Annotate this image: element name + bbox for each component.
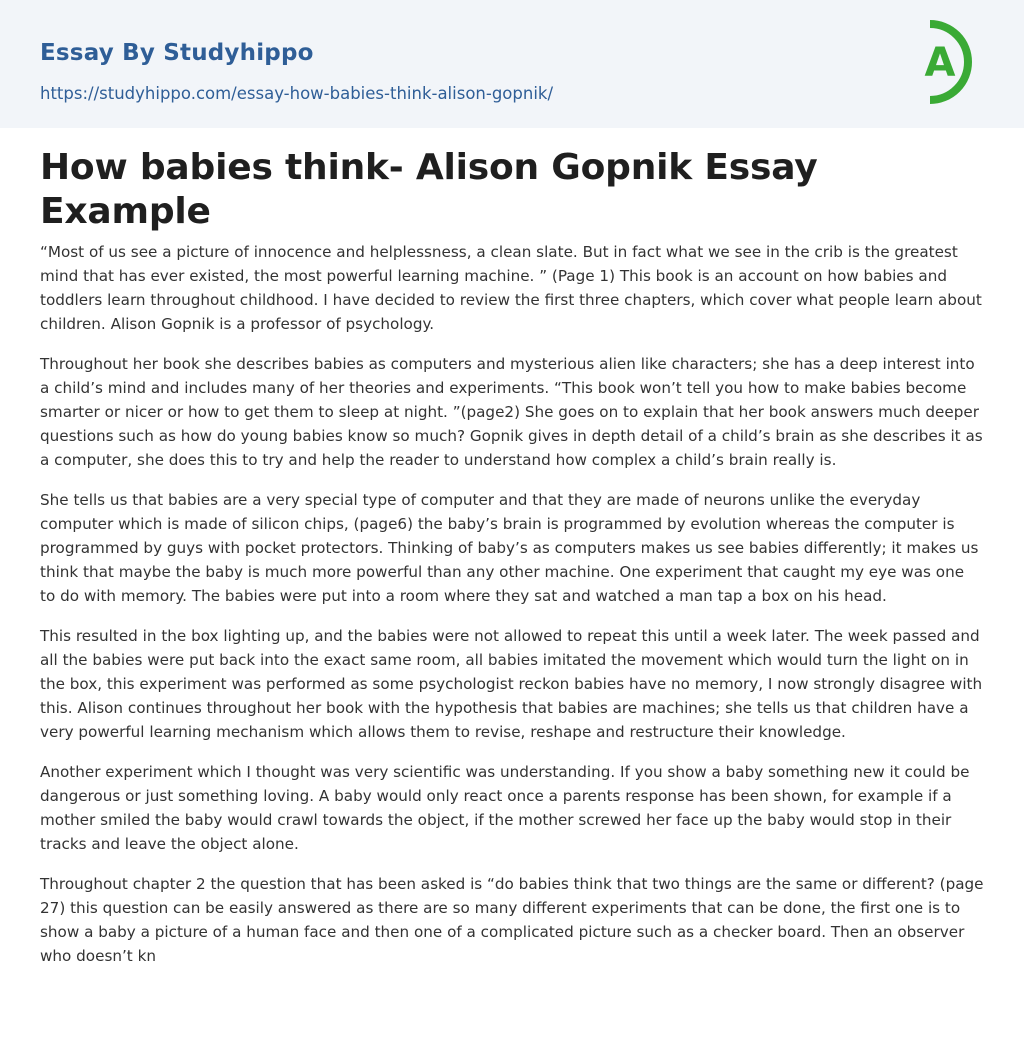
site-header: [0, 0, 1024, 128]
page-title: How babies think- Alison Gopnik Essay Example: [40, 147, 818, 232]
article-body: [40, 240, 984, 968]
circle-a-logo-icon[interactable]: [908, 18, 988, 106]
article-url-link[interactable]: https://studyhippo.com/essay-how-babies-think-alison-gopnik/: [40, 84, 554, 103]
logo-letter: A: [924, 40, 956, 86]
article: [40, 146, 984, 984]
paragraph-2: Throughout her book she describes babies as computers and mysterious alien like characters; she has a deep interest into a child’s mind and includes many of her theories and experiments. “This book won’t tell you how to make babies become smarter or nicer or how to get them to sleep at night. ”(page2) She goes on to explain that her book answers much deeper questions such as how do young babies know so much? Gopnik gives in depth detail of a child’s brain as she describes it as a computer, she does this to try and help the reader to understand how complex a child’s brain really is.: [40, 355, 983, 469]
paragraph-4: This resulted in the box lighting up, and the babies were not allowed to repeat this until a week later. The week passed and all the babies were put back into the exact same room, all babies imitated the movement which would turn the light on in the box, this experiment was performed as some psychologist reckon babies have no memory, I now strongly disagree with this. Alison continues throughout her book with the hypothesis that babies are machines; she tells us that children have a very powerful learning mechanism which allows them to revise, reshape and restructure their knowledge.: [40, 627, 983, 741]
site-name[interactable]: Essay By Studyhippo: [40, 40, 314, 66]
paragraph-6: Throughout chapter 2 the question that has been asked is “do babies think that two things are the same or different? (page 27) this question can be easily answered as there are so many different experiments that can be done, the first one is to show a baby a picture of a human face and then one of a complicated picture such as a checker board. Then an observer who doesn’t kn: [40, 875, 984, 965]
paragraph-5: Another experiment which I thought was very scientific was understanding. If you show a baby something new it could be dangerous or just something loving. A baby would only react once a parents response has been shown, for example if a mother smiled the baby would crawl towards the object, if the mother screwed her face up the baby would stop in their tracks and leave the object alone.: [40, 763, 970, 853]
paragraph-3: She tells us that babies are a very special type of computer and that they are made of neurons unlike the everyday computer which is made of silicon chips, (page6) the baby’s brain is programmed by evolution whereas the computer is programmed by guys with pocket protectors. Thinking of baby’s as computers makes us see babies differently; it makes us think that maybe the baby is much more powerful than any other machine. One experiment that caught my eye was one to do with memory. The babies were put into a room where they sat and watched a man tap a box on his head.: [40, 491, 979, 605]
paragraph-1: “Most of us see a picture of innocence and helplessness, a clean slate. But in fact what we see in the crib is the greatest mind that has ever existed, the most powerful learning machine. ” (Page 1) This book is an account on how babies and toddlers learn throughout childhood. I have decided to review the first three chapters, which cover what people learn about children. Alison Gopnik is a professor of psychology.: [40, 243, 982, 333]
